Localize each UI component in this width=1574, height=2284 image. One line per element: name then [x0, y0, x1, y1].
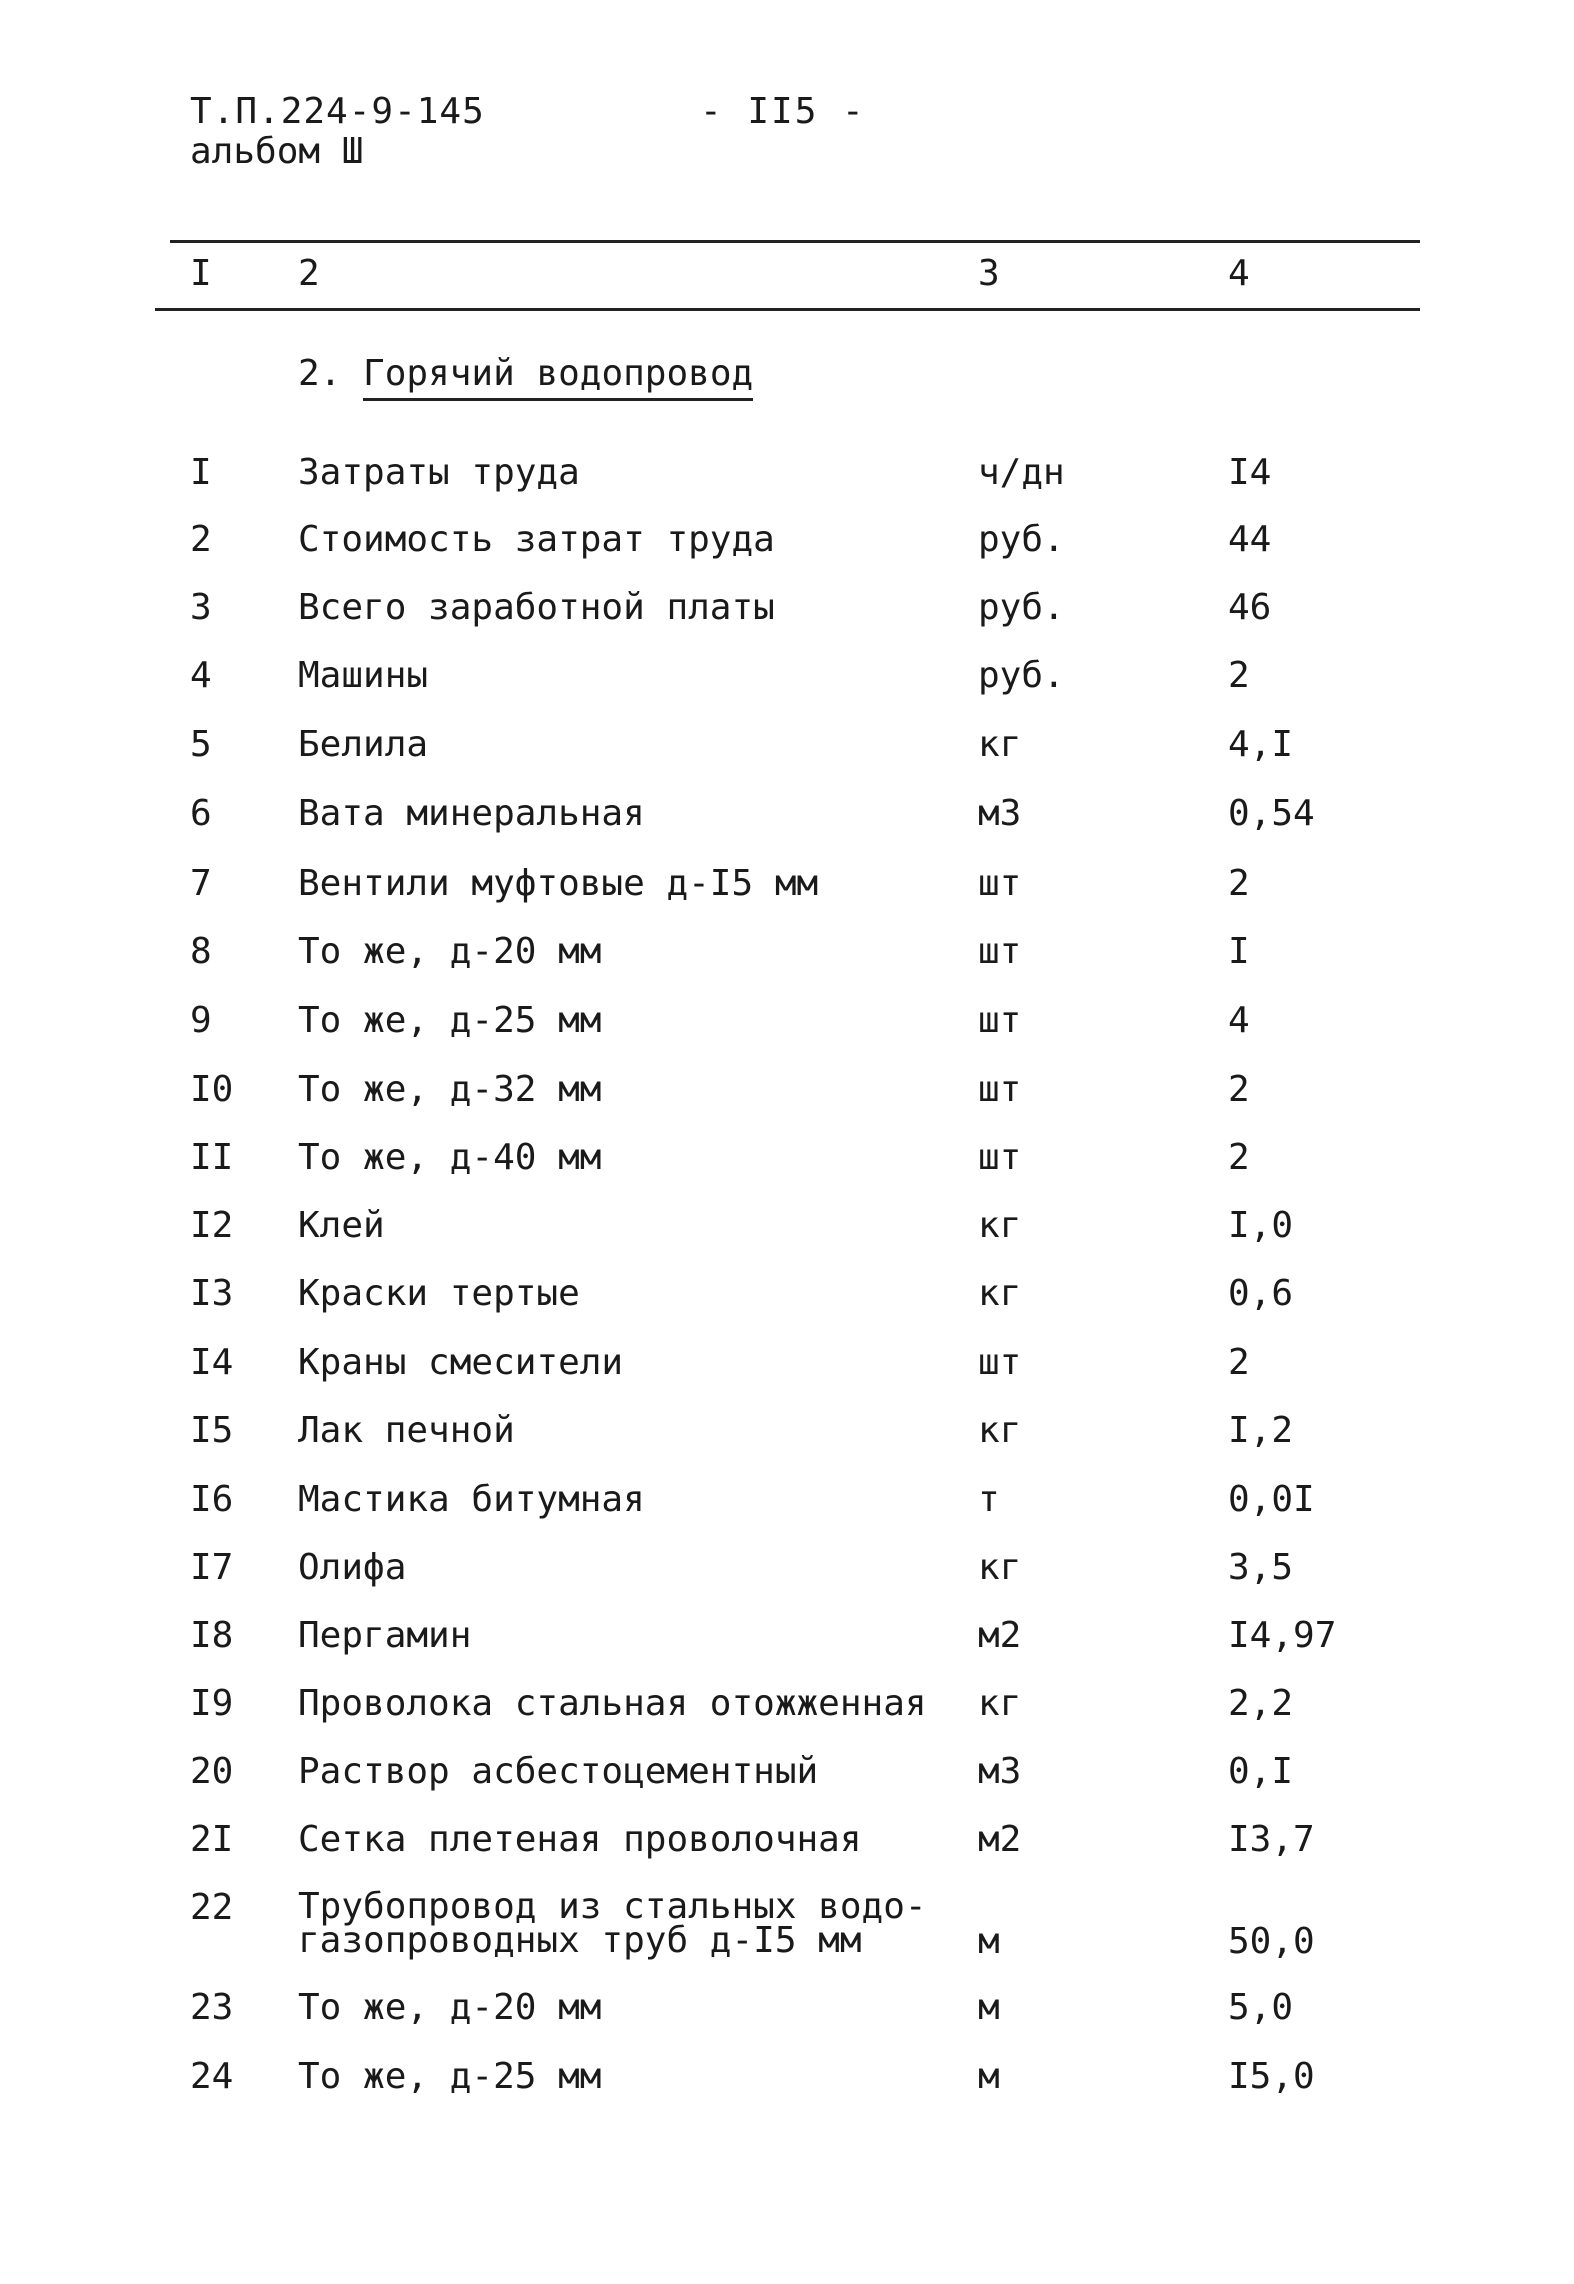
row-value: 5,0 — [1228, 1987, 1294, 2028]
row-unit: руб. — [978, 655, 1065, 696]
row-number: I5 — [190, 1410, 234, 1451]
row-number: 2 — [190, 519, 212, 560]
row-number: 6 — [190, 793, 212, 834]
row-unit: кг — [978, 1683, 1022, 1724]
row-value: 2 — [1228, 655, 1250, 696]
row-unit: кг — [978, 1547, 1022, 1588]
row-number: I3 — [190, 1273, 234, 1314]
row-number: I9 — [190, 1683, 234, 1724]
row-value: 0,6 — [1228, 1273, 1294, 1314]
row-name: Белила — [298, 724, 429, 765]
row-unit: кг — [978, 1410, 1022, 1451]
row-number: 23 — [190, 1987, 234, 2028]
row-value: 2 — [1228, 863, 1250, 904]
row-unit: шт — [978, 1069, 1022, 1110]
row-unit: т — [978, 1479, 1000, 1520]
row-value: 46 — [1228, 587, 1272, 628]
column-header-number: I — [190, 253, 212, 294]
row-name: Краски тертые — [298, 1273, 580, 1314]
row-value: 0,0I — [1228, 1479, 1315, 1520]
section-number: 2. — [298, 353, 342, 394]
document-header — [190, 92, 485, 172]
row-name: Олифа — [298, 1547, 407, 1588]
row-unit: шт — [978, 1000, 1022, 1041]
row-name: Затраты труда — [298, 452, 580, 493]
row-value: 2 — [1228, 1342, 1250, 1383]
row-number: I4 — [190, 1342, 234, 1383]
row-name: Всего заработной платы — [298, 587, 775, 628]
row-value: 44 — [1228, 519, 1272, 560]
row-number: II — [190, 1137, 234, 1178]
row-name: То же, д-20 мм — [298, 931, 602, 972]
row-value: I3,7 — [1228, 1819, 1315, 1860]
row-unit: шт — [978, 1137, 1022, 1178]
row-number: 22 — [190, 1887, 234, 1928]
row-name: То же, д-40 мм — [298, 1137, 602, 1178]
row-unit: ч/дн — [978, 452, 1065, 493]
row-value: 50,0 — [1228, 1921, 1315, 1962]
row-number: 5 — [190, 724, 212, 765]
row-name: То же, д-25 мм — [298, 1000, 602, 1041]
row-value: 4 — [1228, 1000, 1250, 1041]
row-number: I2 — [190, 1205, 234, 1246]
table-header-rule — [155, 308, 1420, 311]
row-number: I0 — [190, 1069, 234, 1110]
row-name: Трубопровод из стальных водо- газопроводных труб д-I5 мм — [298, 1886, 927, 1961]
row-number: 7 — [190, 863, 212, 904]
column-header-name: 2 — [298, 253, 320, 294]
row-number: 20 — [190, 1751, 234, 1792]
row-value: 4,I — [1228, 724, 1294, 765]
row-name: То же, д-32 мм — [298, 1069, 602, 1110]
row-unit: руб. — [978, 587, 1065, 628]
row-unit: м — [978, 1987, 1000, 2028]
row-value: I4 — [1228, 452, 1272, 493]
row-value: I,0 — [1228, 1205, 1294, 1246]
row-name: Проволока стальная отожженная — [298, 1683, 927, 1724]
row-value: 0,54 — [1228, 793, 1315, 834]
row-name: Вата минеральная — [298, 793, 645, 834]
document-code: Т.П.224-9-145 — [190, 91, 485, 132]
table-top-rule — [170, 240, 1420, 243]
section-heading — [298, 352, 753, 396]
row-name: Сетка плетеная проволочная — [298, 1819, 862, 1860]
row-name: Мастика битумная — [298, 1479, 645, 1520]
row-value: I — [1228, 931, 1250, 972]
row-number: I — [190, 452, 212, 493]
row-name: Пергамин — [298, 1615, 472, 1656]
row-number: 3 — [190, 587, 212, 628]
row-unit: м — [978, 1921, 1000, 1962]
row-unit: кг — [978, 1205, 1022, 1246]
row-unit: м3 — [978, 1751, 1022, 1792]
row-number: I6 — [190, 1479, 234, 1520]
row-unit: руб. — [978, 519, 1065, 560]
row-value: I,2 — [1228, 1410, 1294, 1451]
row-value: 3,5 — [1228, 1547, 1294, 1588]
column-header-unit: 3 — [978, 253, 1000, 294]
row-number: I8 — [190, 1615, 234, 1656]
row-value: 2 — [1228, 1137, 1250, 1178]
row-name: Стоимость затрат труда — [298, 519, 775, 560]
row-number: 9 — [190, 1000, 212, 1041]
row-unit: шт — [978, 1342, 1022, 1383]
column-header-value: 4 — [1228, 253, 1250, 294]
row-name: Клей — [298, 1205, 385, 1246]
row-name: То же, д-25 мм — [298, 2056, 602, 2097]
row-number: 2I — [190, 1819, 234, 1860]
row-name: Раствор асбестоцементный — [298, 1751, 819, 1792]
row-value: I4,97 — [1228, 1615, 1337, 1656]
row-value: 0,I — [1228, 1751, 1294, 1792]
row-unit: шт — [978, 931, 1022, 972]
row-value: 2 — [1228, 1069, 1250, 1110]
row-number: 4 — [190, 655, 212, 696]
row-name: Вентили муфтовые д-I5 мм — [298, 863, 819, 904]
album-label: альбом Ш — [190, 131, 364, 172]
row-name: Лак печной — [298, 1410, 515, 1451]
row-value: I5,0 — [1228, 2056, 1315, 2097]
row-unit: кг — [978, 724, 1022, 765]
row-value: 2,2 — [1228, 1683, 1294, 1724]
row-number: 8 — [190, 931, 212, 972]
row-number: 24 — [190, 2056, 234, 2097]
row-name: То же, д-20 мм — [298, 1987, 602, 2028]
row-name: Краны смесители — [298, 1342, 624, 1383]
row-unit: м — [978, 2056, 1000, 2097]
row-number: I7 — [190, 1547, 234, 1588]
row-unit: м2 — [978, 1819, 1022, 1860]
row-unit: шт — [978, 863, 1022, 904]
row-name: Машины — [298, 655, 429, 696]
row-unit: кг — [978, 1273, 1022, 1314]
section-title: Горячий водопровод — [363, 353, 753, 401]
page-number: - II5 - — [700, 91, 866, 132]
row-unit: м2 — [978, 1615, 1022, 1656]
row-unit: м3 — [978, 793, 1022, 834]
